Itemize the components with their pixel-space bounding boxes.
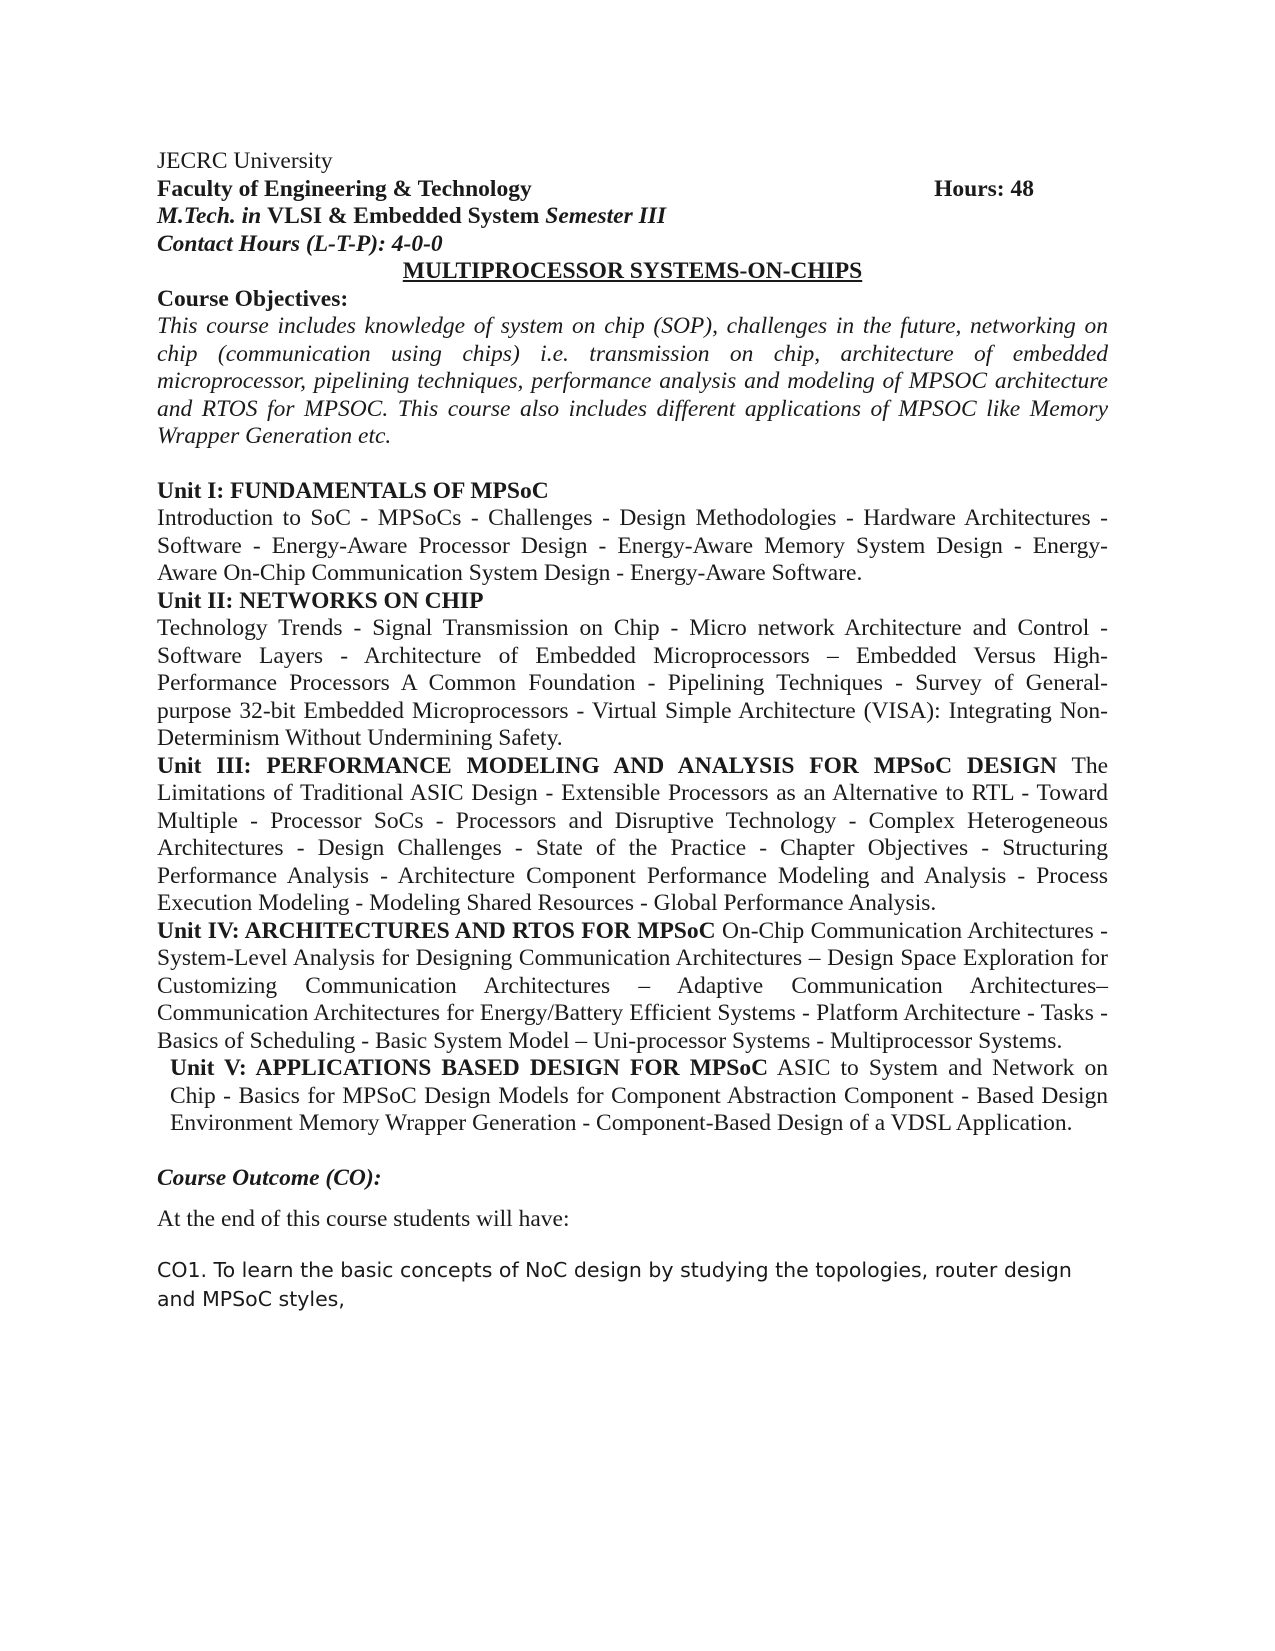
unit-4-text: On-Chip Communication Architectures - System-Level Analysis for Designing Communication Architectures – Design Space Exploration for Customizing Communication Architectures – Adaptive Communication Architectures– Communication Architectures for Energy/Battery Efficient Systems - Platform Architecture - Tasks - Basics of Scheduling - Basic System Model – Uni-processor Systems - Multiprocessor Systems. [157, 917, 1108, 1054]
university-name: JECRC University [157, 148, 333, 174]
spacer [157, 1138, 1108, 1165]
unit-4-heading: Unit IV: ARCHITECTURES AND RTOS FOR MPSoC [157, 917, 716, 944]
semester-label: Semester III [545, 203, 667, 229]
hours-label: Hours: 48 [934, 175, 1034, 202]
outcome-co1: CO1. To learn the basic concepts of NoC design by studying the topologies, router design and MPSoC styles, [157, 1257, 1072, 1311]
unit-1-heading: Unit I: FUNDAMENTALS OF MPSoC [157, 477, 549, 504]
unit-2-text: Technology Trends - Signal Transmission on Chip - Micro network Architecture and Control - Software Layers - Architecture of Embedded Microprocessors – Embedded Versus High-Performance Processors A Common Foundation - Pipelining Techniques - Survey of General-purpose 32-bit Embedded Microprocessors - Virtual Simple Architecture (VISA): Integrating Non-Determinism Without Undermining Safety. [157, 615, 1108, 751]
unit-2-heading: Unit II: NETWORKS ON CHIP [157, 587, 484, 614]
unit-5-text: ASIC to System and Network on Chip - Basics for MPSoC Design Models for Component Abstraction Component - Based Design Environment Memory Wrapper Generation - Component-Based Design of a VDSL Application. [170, 1055, 1108, 1136]
spacer [157, 451, 1108, 478]
unit-5 [157, 1055, 1108, 1138]
objectives-heading: Course Objectives: [157, 285, 349, 312]
outcome-intro: At the end of this course students will have: [157, 1206, 570, 1232]
unit-3-text: The Limitations of Traditional ASIC Design - Extensible Processors as an Alternative to RTL - Toward Multiple - Processor SoCs - Processors and Disruptive Technology - Complex Heterogeneous Architectures - Design Challenges - State of the Practice - Chapter Objectives - Structuring Performance Analysis - Architecture Component Performance Modeling and Analysis - Process Execution Modeling - Modeling Shared Resources - Global Performance Analysis. [157, 752, 1109, 916]
outcome-heading: Course Outcome (CO): [157, 1164, 382, 1191]
unit-1-text: Introduction to SoC - MPSoCs - Challenges - Design Methodologies - Hardware Architectures - Software - Energy-Aware Processor Design - Energy-Aware Memory System Design - Energy-Aware On-Chip Communication System Design - Energy-Aware Software. [157, 505, 1108, 586]
objectives-text: This course includes knowledge of system on chip (SOP), challenges in the future, networking on chip (communication using chips) i.e. transmission on chip, architecture of embedded microprocessor, pipelining techniques, performance analysis and modeling of MPSOC architecture and RTOS for MPSOC. This course also includes different applications of MPSOC like Memory Wrapper Generation etc. [157, 313, 1108, 449]
unit-3 [157, 753, 1108, 918]
unit-2 [157, 588, 1108, 753]
unit-4 [157, 918, 1108, 1056]
course-title: MULTIPROCESSOR SYSTEMS-ON-CHIPS [402, 258, 863, 284]
program-name: VLSI & Embedded System [267, 203, 540, 229]
unit-5-heading: Unit V: APPLICATIONS BASED DESIGN FOR MPSoC [170, 1055, 769, 1081]
faculty-name: Faculty of Engineering & Technology [157, 175, 532, 202]
unit-3-heading: Unit III: PERFORMANCE MODELING AND ANALYSIS FOR MPSoC DESIGN [157, 752, 1058, 779]
contact-hours: Contact Hours (L-T-P): 4-0-0 [157, 230, 443, 257]
unit-1 [157, 478, 1108, 588]
syllabus-page [157, 148, 1108, 1314]
program-line [157, 203, 1108, 231]
faculty-row [157, 176, 1108, 204]
program-prefix: M.Tech. in [157, 203, 262, 229]
